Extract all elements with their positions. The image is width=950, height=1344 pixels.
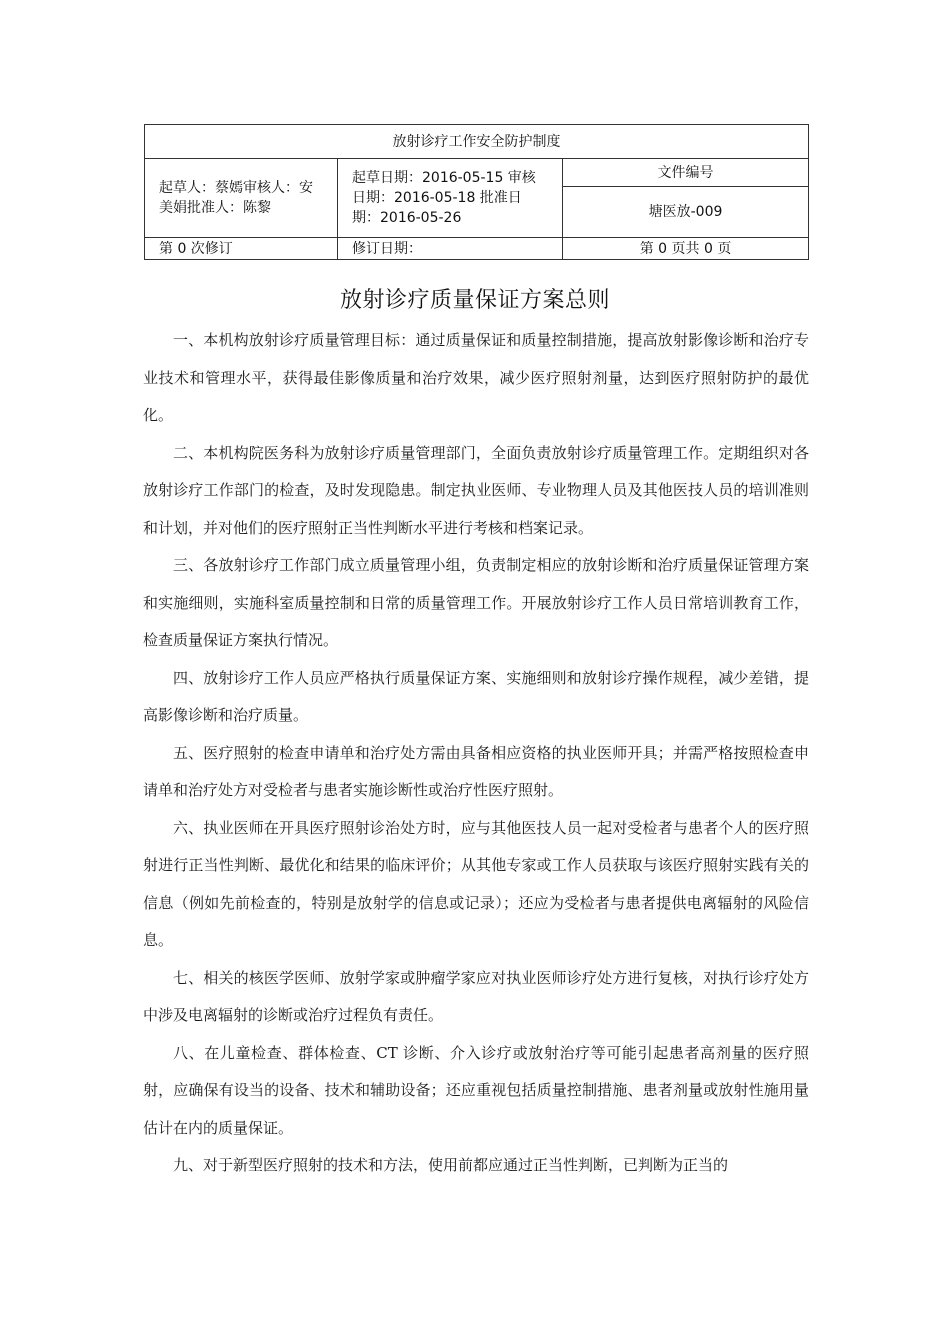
- paragraph: 七、相关的核医学医师、放射学家或肿瘤学家应对执业医师诊疗处方进行复核，对执行诊疗处方中涉及电离辐射的诊断或治疗过程负有责任。: [143, 968, 809, 1024]
- paragraph: 四、放射诊疗工作人员应严格执行质量保证方案、实施细则和放射诊疗操作规程，减少差错，提高影像诊断和治疗质量。: [143, 668, 809, 724]
- drafter-reviewer-approver: 起草人：蔡嫣审核人：安美娟批准人：陈黎: [145, 159, 338, 238]
- doc-number-value: 塘医放-009: [563, 187, 809, 238]
- document-header-table: [144, 124, 809, 260]
- document-body: [143, 322, 809, 1185]
- paragraph: 三、各放射诊疗工作部门成立质量管理小组，负责制定相应的放射诊断和治疗质量保证管理方案和实施细则，实施科室质量控制和日常的质量管理工作。开展放射诊疗工作人员日常培训教育工作，检查质量保证方案执行情况。: [143, 556, 809, 649]
- doc-number-label: 文件编号: [563, 159, 809, 187]
- page-info: 第 0 页共 0 页: [563, 238, 809, 260]
- document-dates: 起草日期：2016-05-15 审核日期：2016-05-18 批准日期：2016-05-26: [338, 159, 563, 238]
- paragraph: 六、执业医师在开具医疗照射诊治处方时，应与其他医技人员一起对受检者与患者个人的医疗照射进行正当性判断、最优化和结果的临床评价；从其他专家或工作人员获取与该医疗照射实践有关的信息（例如先前检查的，特别是放射学的信息或记录）；还应为受检者与患者提供电离辐射的风险信息。: [143, 818, 809, 949]
- header-title: 放射诊疗工作安全防护制度: [145, 125, 809, 159]
- paragraph: 二、本机构院医务科为放射诊疗质量管理部门，全面负责放射诊疗质量管理工作。定期组织对各放射诊疗工作部门的检查，及时发现隐患。制定执业医师、专业物理人员及其他医技人员的培训准则和计划，并对他们的医疗照射正当性判断水平进行考核和档案记录。: [143, 443, 809, 537]
- paragraph: 九、对于新型医疗照射的技术和方法，使用前都应通过正当性判断，已判断为正当的: [173, 1156, 729, 1174]
- revision-date: 修订日期：: [338, 238, 563, 260]
- paragraph: 一、本机构放射诊疗质量管理目标：通过质量保证和质量控制措施，提高放射影像诊断和治疗专业技术和管理水平，获得最佳影像质量和治疗效果，减少医疗照射剂量，达到医疗照射防护的最优化。: [143, 331, 809, 424]
- paragraph: 八、在儿童检查、群体检查、CT 诊断、介入诊疗或放射治疗等可能引起患者高剂量的医疗照射，应确保有设当的设备、技术和辅助设备；还应重视包括质量控制措施、患者剂量或放射性施用量估计在内的质量保证。: [143, 1043, 809, 1137]
- document-title: 放射诊疗质量保证方案总则: [339, 288, 610, 313]
- revision-number: 第 0 次修订: [145, 238, 338, 260]
- paragraph: 五、医疗照射的检查申请单和治疗处方需由具备相应资格的执业医师开具；并需严格按照检查申请单和治疗处方对受检者与患者实施诊断性或治疗性医疗照射。: [143, 743, 809, 799]
